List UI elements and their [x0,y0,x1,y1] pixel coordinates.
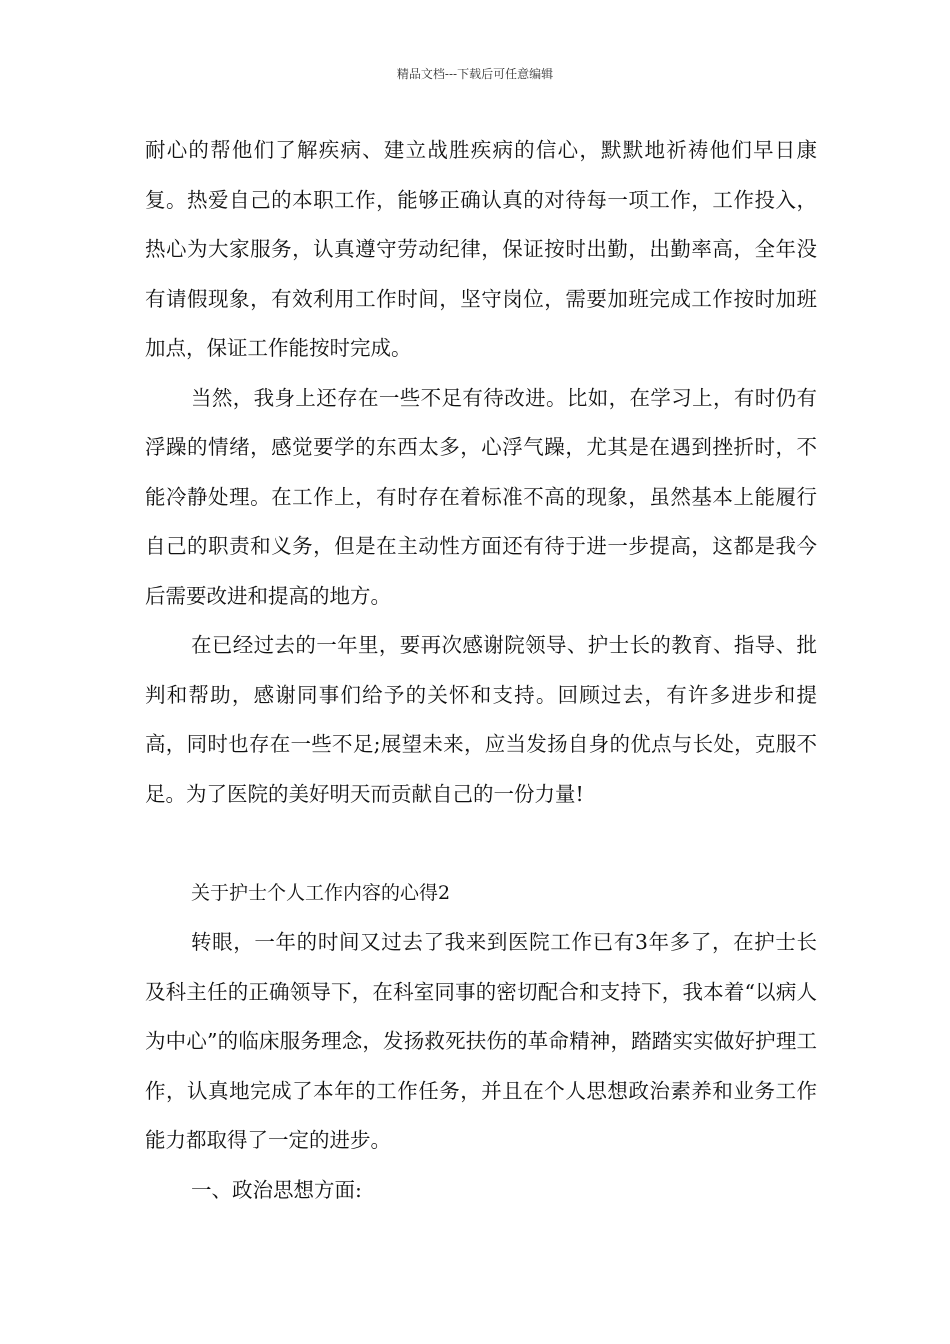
paragraph-4: 转眼，一年的时间又过去了我来到医院工作已有3年多了，在护士长及科主任的正确领导下，在科室同事的密切配合和支持下，我本着“以病人为中心”的临床服务理念，发扬救死扶伤的革命精神，踏踏实实做好护理工作，认真地完成了本年的工作任务，并且在个人思想政治素养和业务工作能力都取得了一定的进步。 [145,930,817,1152]
blank-line [145,819,817,869]
paragraph-5: 一、政治思想方面: [191,1177,362,1202]
paragraph-3: 在已经过去的一年里，要再次感谢院领导、护士长的教育、指导、批判和帮助，感谢同事们给予的关怀和支持。回顾过去，有许多进步和提高，同时也存在一些不足;展望未来，应当发扬自身的优点与长处，克服不足。为了医院的美好明天而贡献自己的一份力量! [145,633,817,806]
paragraph-2: 当然，我身上还存在一些不足有待改进。比如，在学习上，有时仍有浮躁的情绪，感觉要学的东西太多，心浮气躁，尤其是在遇到挫折时，不能冷静处理。在工作上，有时存在着标准不高的现象，虽然基本上能履行自己的职责和义务，但是在主动性方面还有待于进一步提高，这都是我今后需要改进和提高的地方。 [145,385,817,608]
section-title: 关于护士个人工作内容的心得2 [191,881,451,904]
paragraph-1: 耐心的帮他们了解疾病、建立战胜疾病的信心，默默地祈祷他们早日康复。热爱自己的本职工作，能够正确认真的对待每一项工作，工作投入，热心为大家服务，认真遵守劳动纪律，保证按时出勤，出勤率高，全年没有请假现象，有效利用工作时间，坚守岗位，需要加班完成工作按时加班加点，保证工作能按时完成。 [145,138,817,360]
page-header: 精品文档---下载后可任意编辑 [396,67,554,81]
document-body [145,126,817,1215]
